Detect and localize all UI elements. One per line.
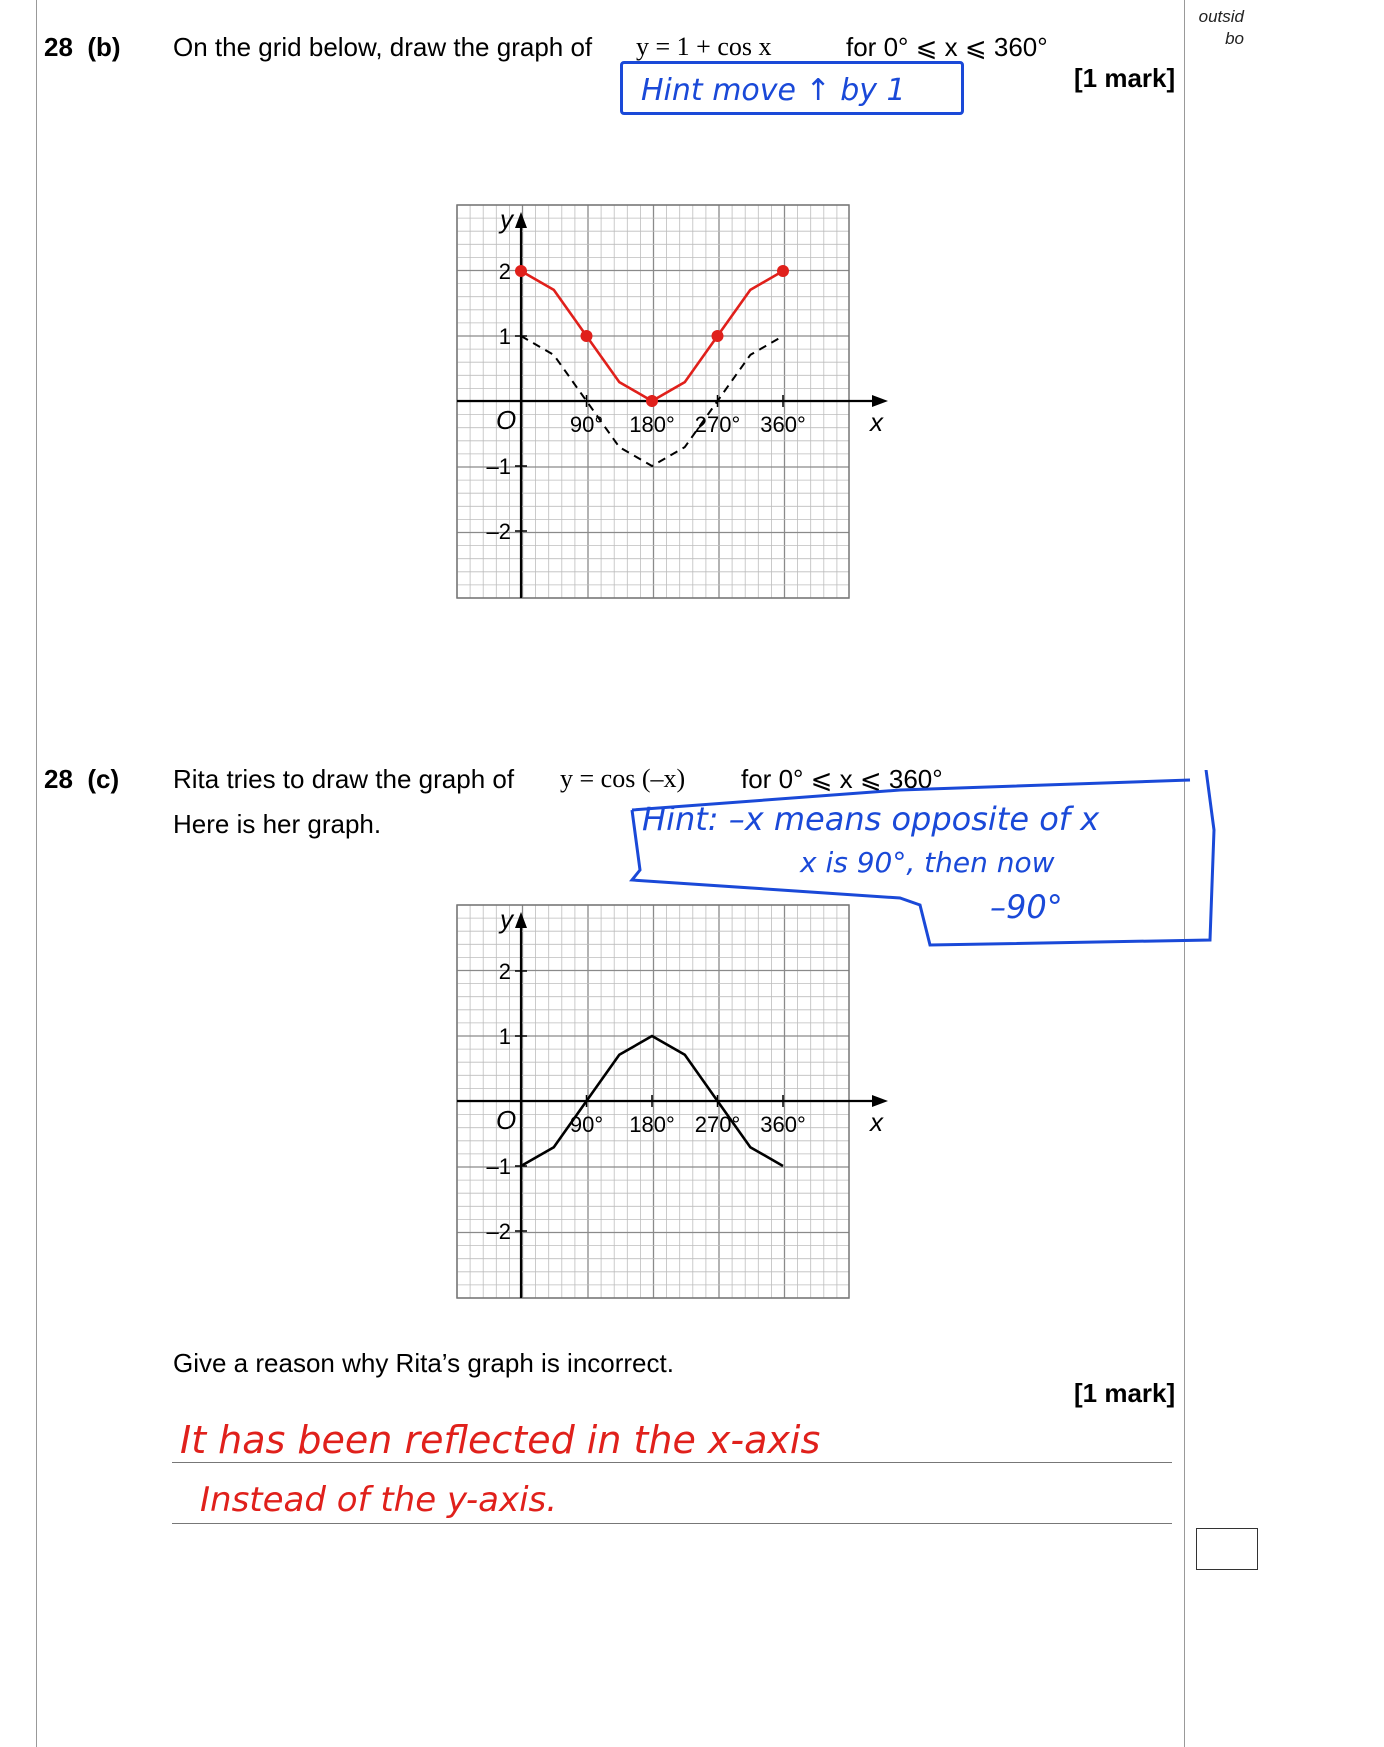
range-b: for 0° ⩽ x ⩽ 360° [846,32,1048,62]
equation-c: y = cos (–x) [560,764,686,793]
plotted-point [712,330,724,342]
x-tick-label: 180° [629,412,675,437]
plotted-point [581,330,593,342]
prompt-b: On the grid below, draw the graph of [173,32,593,62]
x-tick-label: 90° [569,1112,604,1137]
y-tick-label: 2 [498,259,511,284]
answer-rule-1 [172,1462,1172,1463]
answer-rule-2 [172,1523,1172,1524]
score-box [1196,1528,1258,1570]
question-number: 28 [44,32,73,62]
mark-b: [1 mark] [1074,63,1176,93]
question-number-c [44,764,119,795]
question-number: 28 [44,764,73,794]
x-tick-label: 90° [569,412,604,437]
graph-c [440,850,910,1320]
x-axis-label: x [870,407,883,437]
hint-c-line2: x is 90°, then now [800,846,1055,879]
margin-note-line1: outsid [1198,7,1244,26]
question-part: (b) [87,32,121,62]
hint-box-b [620,61,964,115]
answer-line2: Instead of the y-axis. [200,1480,558,1520]
y-tick-label: 2 [498,959,511,984]
y-tick-label: –2 [486,1219,511,1244]
x-tick-label: 360° [760,412,806,437]
x-axis-arrow [872,395,888,407]
question-part: (c) [87,764,120,794]
question-c: Give a reason why Rita’s graph is incorrect. [173,1348,674,1378]
margin-note-line2: bo [1225,29,1244,48]
origin-label: O [496,405,517,435]
x-tick-label: 270° [694,412,741,437]
left-border [36,0,37,1747]
origin-label: O [496,1105,517,1135]
x-axis-label: x [870,1107,883,1137]
y-axis-arrow [515,212,527,228]
y-axis-label: y [500,904,513,934]
y-axis-label: y [500,204,513,234]
hint-c-line3: –90° [990,888,1063,926]
x-tick-label: 180° [629,1112,675,1137]
graph-b [440,150,910,620]
y-tick-label: –2 [486,519,511,544]
y-tick-label: –1 [486,454,511,479]
x-tick-label: 360° [760,1112,806,1137]
prompt-c: Rita tries to draw the graph of [173,764,515,794]
hint-b-text: Hint move ↑ by 1 [641,73,906,108]
y-tick-label: –1 [486,1154,511,1179]
intro-c: Here is her graph. [173,809,382,839]
plotted-point [646,395,658,407]
hint-c-line1: Hint: –x means opposite of x [642,800,1100,838]
plotted-point [515,265,527,277]
question-number-b [44,32,121,63]
x-tick-label: 270° [694,1112,741,1137]
plotted-point [777,265,789,277]
margin-note [1190,6,1244,50]
answer-line1: It has been reflected in the x-axis [180,1418,821,1462]
y-axis-arrow [515,912,527,928]
y-tick-label: 1 [498,324,511,349]
x-axis-arrow [872,1095,888,1107]
equation-b: y = 1 + cos x [636,32,772,61]
y-tick-label: 1 [498,1024,511,1049]
range-c: for 0° ⩽ x ⩽ 360° [741,764,943,794]
mark-c: [1 mark] [1074,1378,1176,1408]
